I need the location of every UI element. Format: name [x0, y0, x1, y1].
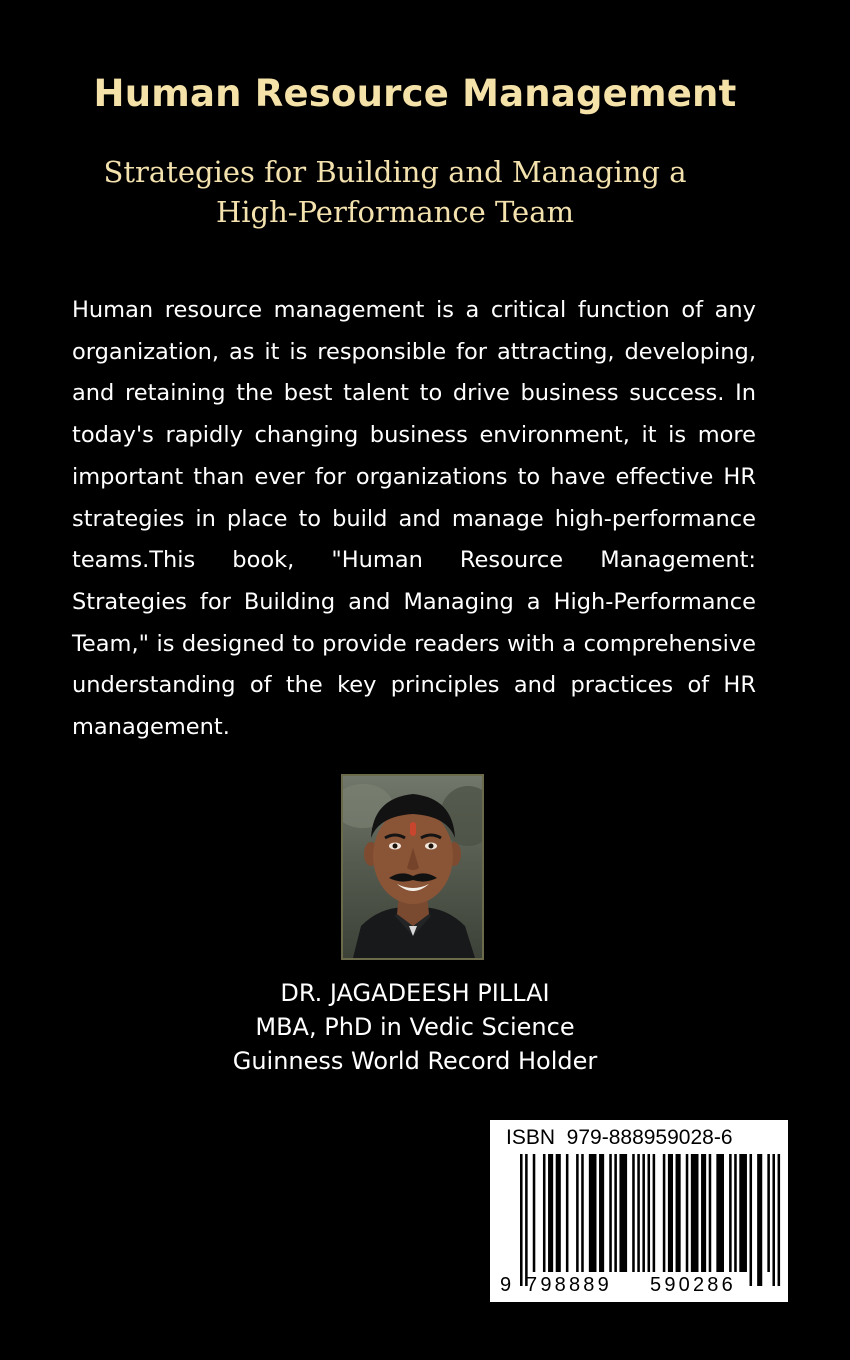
- barcode-bar: [648, 1154, 651, 1272]
- barcode-bar: [609, 1154, 612, 1272]
- barcode-bar: [676, 1154, 681, 1272]
- barcode-bar: [619, 1154, 627, 1272]
- barcode-bar: [614, 1154, 617, 1272]
- author-portrait-illustration: [343, 776, 482, 958]
- author-credentials: MBA, PhD in Vedic Science: [255, 1013, 575, 1041]
- barcode-bar: [686, 1154, 689, 1272]
- barcode-left-digits: 798889: [526, 1274, 612, 1296]
- author-name: DR. JAGADEESH PILLAI: [280, 979, 550, 1007]
- isbn-number: ISBN 979-888959028-6: [506, 1126, 733, 1149]
- barcode-bar: [576, 1154, 579, 1272]
- barcode-bar: [691, 1154, 699, 1272]
- barcode-bar: [757, 1154, 762, 1286]
- barcode-bar: [709, 1154, 712, 1272]
- subtitle-line-2: High-Performance Team: [215, 195, 575, 229]
- barcode-bar: [734, 1154, 737, 1272]
- barcode-bar: [701, 1154, 706, 1272]
- barcode-bar: [642, 1154, 645, 1272]
- barcode-bar: [520, 1154, 523, 1286]
- barcode-bar: [729, 1154, 732, 1272]
- barcode-bar: [772, 1154, 775, 1286]
- book-description: Human resource management is a critical function of any organization, as it is responsible for attracting, developing, and retaining the best talent to drive business success. In today's rapidly changing business environment, it is more important than ever for organizations to have effective HR strategies in place to build and manage high-performance teams.This book, "Human Resource Management: Strategies for Building and Managing a High-Performance Team," is designed to provide readers with a comprehensive understanding of the key principles and practices of HR management.: [72, 297, 756, 741]
- isbn-barcode: [490, 1120, 788, 1302]
- barcode-bar: [663, 1154, 666, 1272]
- barcode-digits: [490, 1274, 788, 1300]
- barcode-bar: [668, 1154, 673, 1272]
- barcode-bar: [739, 1154, 747, 1272]
- barcode-right-digits: 590286: [650, 1274, 736, 1296]
- barcode-first-digit: 9: [500, 1274, 512, 1296]
- barcode-bar: [653, 1154, 656, 1272]
- barcode-bar: [589, 1154, 597, 1272]
- barcode-bar: [778, 1154, 781, 1286]
- subtitle-line-1: Strategies for Building and Managing a: [103, 155, 687, 189]
- barcode-bar: [599, 1154, 604, 1272]
- barcode-bar: [556, 1154, 561, 1272]
- barcode-bar: [543, 1154, 546, 1272]
- barcode-bar: [566, 1154, 569, 1272]
- author-info: [0, 976, 830, 1078]
- book-subtitle: [0, 152, 790, 232]
- author-honor: Guinness World Record Holder: [232, 1047, 598, 1075]
- barcode-bar: [750, 1154, 753, 1286]
- barcode-bar: [525, 1154, 528, 1286]
- barcode-bar: [533, 1154, 536, 1272]
- barcode-bar: [632, 1154, 635, 1272]
- barcode-bar: [581, 1154, 584, 1272]
- barcode-bar: [767, 1154, 770, 1272]
- book-title: Human Resource Management: [93, 72, 737, 115]
- author-photo: [341, 774, 484, 960]
- barcode-bar: [548, 1154, 553, 1272]
- barcode-bar: [716, 1154, 724, 1272]
- barcode-bar: [637, 1154, 640, 1272]
